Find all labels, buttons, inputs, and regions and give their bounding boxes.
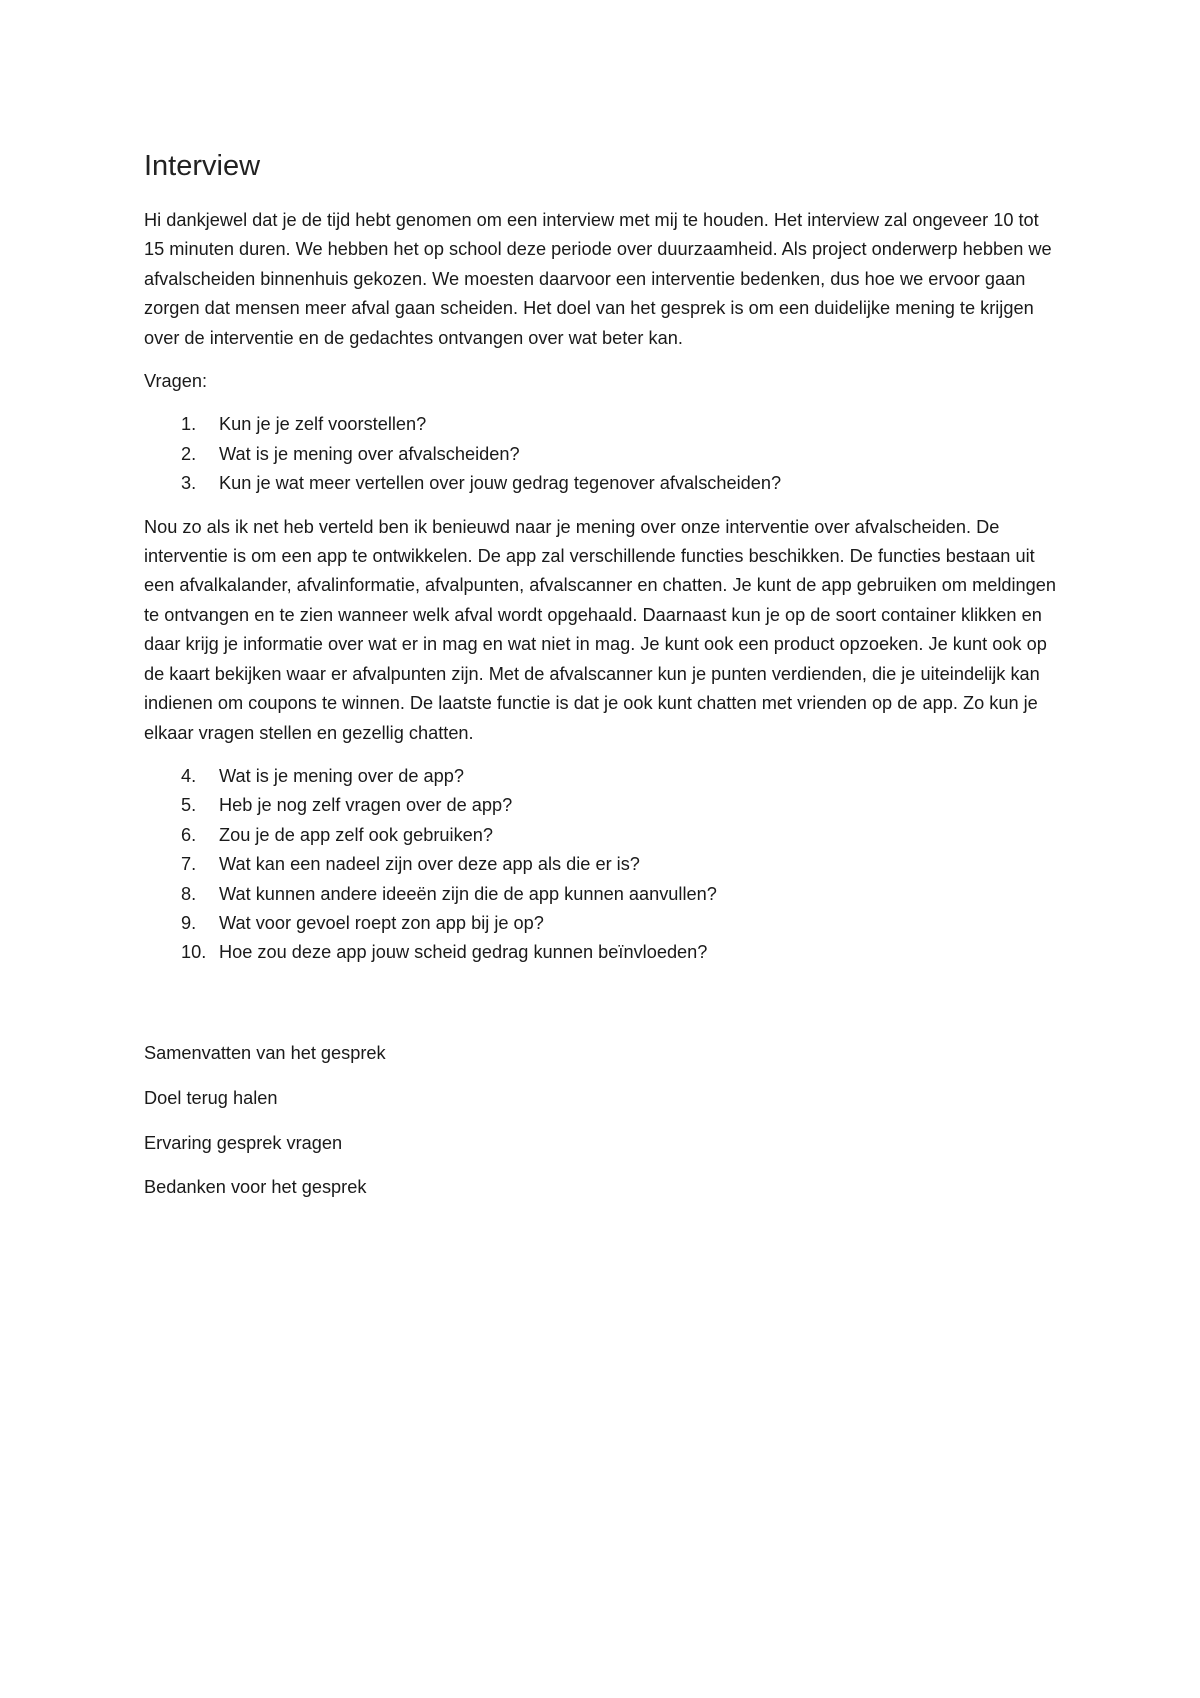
list-item [144, 440, 1056, 469]
list-item-text: Heb je nog zelf vragen over de app? [219, 795, 513, 816]
list-item [144, 791, 1056, 820]
list-item [144, 469, 1056, 498]
closing-item-summary: Samenvatten van het gesprek [144, 1042, 386, 1063]
list-item [144, 762, 1056, 791]
closing-item-thanks: Bedanken voor het gesprek [144, 1177, 367, 1198]
spacer [144, 982, 1056, 1039]
list-item-number: 5. [181, 795, 197, 816]
list-item-text: Kun je wat meer vertellen over jouw gedrag tegenover afvalscheiden? [219, 473, 782, 494]
list-item-text: Zou je de app zelf ook gebruiken? [219, 824, 494, 845]
list-item [144, 410, 1056, 439]
list-item-text: Wat kan een nadeel zijn over deze app als die er is? [219, 854, 640, 875]
list-item-number: 9. [181, 912, 197, 933]
closing-item-goal: Doel terug halen [144, 1087, 278, 1108]
list-item-text: Wat voor gevoel roept zon app bij je op? [219, 912, 544, 933]
list-item-number: 7. [181, 854, 197, 875]
list-item-text: Wat is je mening over afvalscheiden? [219, 443, 520, 464]
intro-paragraph: Hi dankjewel dat je de tijd hebt genomen om een interview met mij te houden. Het interview zal ongeveer 10 tot 15 minuten duren. We hebben het op school deze periode over duurzaamheid. Als project onderwerp hebben we afvalscheiden binnenhuis gekozen. We moesten daarvoor een interventie bedenken, dus hoe we ervoor gaan zorgen dat mensen meer afval gaan scheiden. Het doel van het gesprek is om een duidelijke mening te krijgen over de interventie en de gedachtes ontvangen over wat beter kan. [144, 210, 1052, 348]
list-item-text: Wat is je mening over de app? [219, 765, 464, 786]
question-list-part1 [144, 410, 1056, 498]
app-description-paragraph: Nou zo als ik net heb verteld ben ik benieuwd naar je mening over onze interventie over afvalscheiden. De interventie is om een app te ontwikkelen. De app zal verschillende functies beschikken. De functies bestaan uit een afvalkalander, afvalinformatie, afvalpunten, afvalscanner en chatten. Je kunt de app gebruiken om meldingen te ontvangen en te zien wanneer welk afval wordt opgehaald. Daarnaast kun je op de soort container klikken en daar krijg je informatie over wat er in mag en wat niet in mag. Je kunt ook een product opzoeken. Je kunt ook op de kaart bekijken waar er afvalpunten zijn. Met de afvalscanner kun je punten verdienden, die je uiteindelijk kan indienen om coupons te winnen. De laatste functie is dat je ook kunt chatten met vrienden op de app. Zo kun je elkaar vragen stellen en gezellig chatten. [144, 516, 1056, 743]
list-item-text: Hoe zou deze app jouw scheid gedrag kunnen beïnvloeden? [219, 942, 708, 963]
questions-label: Vragen: [144, 371, 208, 392]
list-item-number: 10. [181, 942, 207, 963]
list-item-number: 2. [181, 443, 197, 464]
page-title: Interview [144, 150, 261, 182]
list-item-text: Kun je je zelf voorstellen? [219, 414, 427, 435]
list-item [144, 880, 1056, 909]
list-item [144, 821, 1056, 850]
list-item-number: 6. [181, 824, 197, 845]
question-list-part2 [144, 762, 1056, 968]
list-item [144, 909, 1056, 938]
list-item-number: 8. [181, 883, 197, 904]
document-page [144, 148, 1056, 1218]
list-item [144, 938, 1056, 967]
list-item-number: 4. [181, 765, 197, 786]
list-item-text: Wat kunnen andere ideeën zijn die de app kunnen aanvullen? [219, 883, 717, 904]
list-item-number: 3. [181, 473, 197, 494]
closing-item-experience: Ervaring gesprek vragen [144, 1132, 343, 1153]
list-item [144, 850, 1056, 879]
list-item-number: 1. [181, 414, 197, 435]
